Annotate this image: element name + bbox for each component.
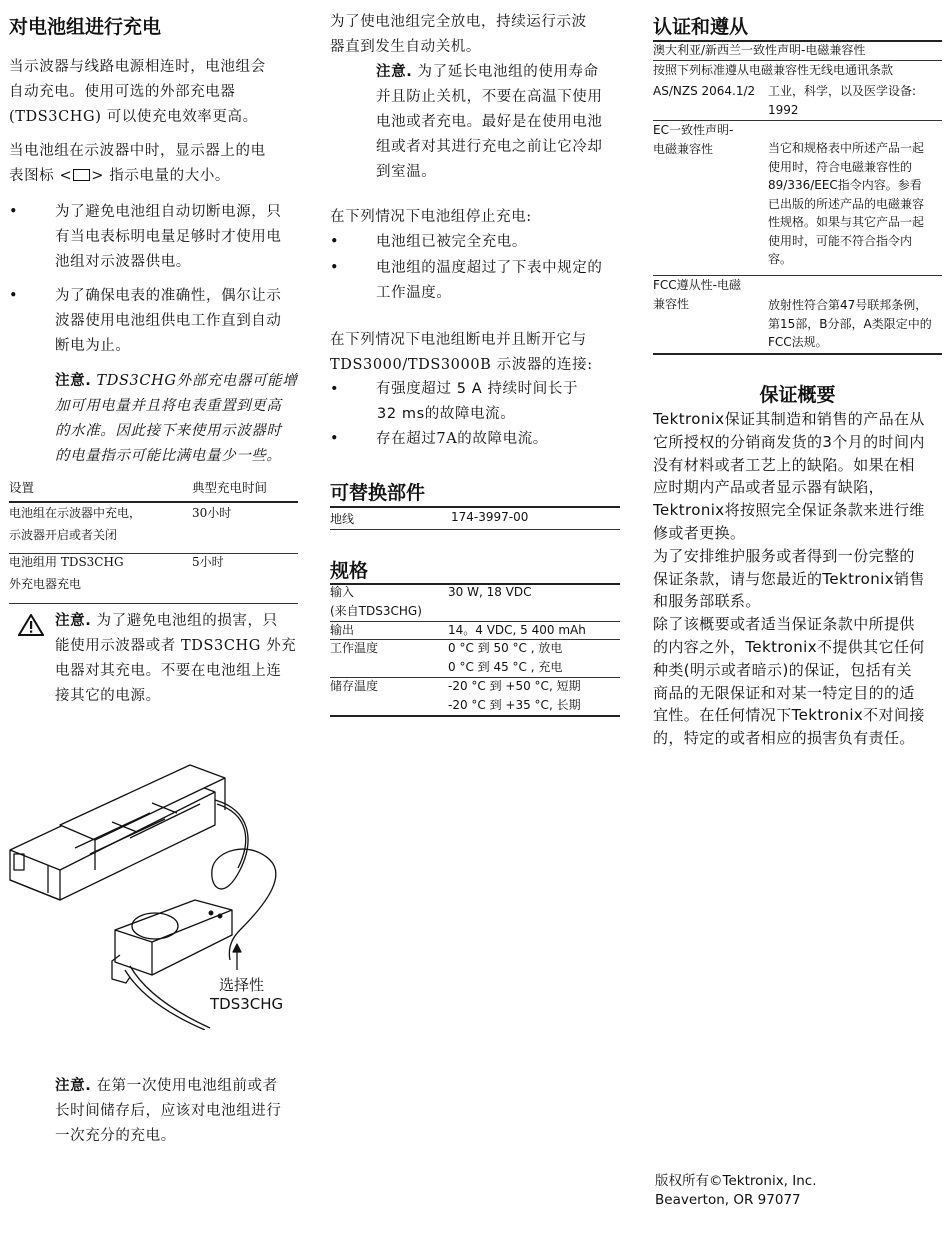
warning-note [55, 609, 305, 709]
text-line: 电池组在示波器中充电， [9, 506, 142, 520]
text-line: 电池组已被完全充电。 [376, 234, 527, 250]
text-line [55, 609, 305, 634]
text-line: 电池组用 TDS3CHG [9, 555, 124, 569]
copyright-block [655, 1172, 817, 1210]
table-cell: 5小时 [192, 555, 224, 569]
text-line: 和服务部联系。 [653, 592, 761, 611]
text-line: 除了该概要或者适当保证条款中所提供 [653, 615, 915, 634]
text-line: 电磁兼容性 [653, 141, 714, 156]
bullet-marker: • [9, 288, 19, 304]
caption-line: 选择性 [219, 976, 265, 994]
text-line: 第15部，B分部，A类限定中的 [768, 316, 932, 331]
table-rule [653, 353, 942, 355]
text-line: 当它和规格表中所述产品一起 [768, 141, 925, 155]
table-cell: 30小时 [192, 506, 232, 520]
text-line: 89/336/EEC指令内容。参看 [768, 178, 922, 192]
text-line: FCC法规。 [768, 335, 828, 349]
text-line: 0 °C 到 50 °C , 放电 [448, 641, 563, 655]
text-line: 的电量指示可能比满电量少一些。 [55, 448, 282, 464]
table-header: 典型充电时间 [192, 480, 268, 495]
text-line: 兼容性 [653, 296, 690, 311]
text-line: 自动充电。使用可选的外部充电器 [9, 84, 236, 100]
copyright-line: 版权所有©Tektronix, Inc. [655, 1173, 817, 1189]
note-temperature [376, 60, 622, 185]
text-line [55, 1074, 305, 1099]
part-number: 174-3997-00 [451, 510, 529, 524]
charging-heading: 对电池组进行充电 [9, 16, 162, 38]
text-line: 种类(明示或者暗示)的保证，包括有关 [653, 660, 912, 679]
table-rule [330, 506, 620, 508]
text-line: 修或者更换。 [653, 523, 746, 542]
table-rule [330, 529, 620, 530]
text-line: 的，特定的或者相应的损害负有责任。 [653, 729, 915, 748]
text-line: EC一致性声明- [653, 123, 734, 137]
spec-value: 30 W, 18 VDC [448, 585, 532, 599]
text-line: (TDS3CHG) 可以使充电效率更高。 [9, 109, 258, 125]
bullet-marker: • [330, 234, 340, 250]
text-line: 它所授权的分销商发货的3个月的时间内 [653, 432, 925, 451]
text-line: 为了避免电池组自动切断电源，只 [55, 204, 282, 220]
discharge-paragraph [330, 10, 622, 60]
text-line: 断电为止。 [55, 338, 131, 354]
warranty-text [653, 408, 945, 750]
spec-value [448, 677, 581, 714]
standard-description [768, 82, 944, 119]
text-line: 当电池组在示波器中时，显示器上的电 [9, 143, 266, 159]
text-line: 电池或者充电。最好是在使用电池 [376, 114, 603, 130]
text-fragment: 在第一次使用电池组前或者 [91, 1078, 278, 1094]
text-line: 放射性符合第47号联邦条例， [768, 298, 928, 312]
spec-label: 输出 [330, 623, 355, 637]
table-cell [9, 551, 189, 595]
note-tds3chg [55, 369, 305, 469]
text-line: FCC遵从性-电磁 [653, 278, 741, 292]
text-line: 有当电表标明电量足够时才使用电 [55, 229, 282, 245]
text-line: 在下列情况下电池组断电并且断开它与 [330, 332, 587, 348]
ec-label [653, 121, 733, 158]
fcc-text [768, 296, 946, 352]
text-line: 池组对示波器供电。 [55, 254, 191, 270]
figure-caption [210, 976, 283, 1014]
replaceable-parts-heading: 可替换部件 [330, 482, 426, 504]
specifications-heading: 规格 [330, 560, 369, 582]
caption-line: TDS3CHG [210, 995, 284, 1013]
cert-title: 澳大利亚/新西兰一致性声明-电磁兼容性 [653, 43, 866, 57]
text-line: 商品的无限保证和对某一特定目的的适 [653, 683, 915, 702]
text-line: 并且防止关机，不要在高温下使用 [376, 89, 603, 105]
cert-subtitle: 按照下列标准遵从电磁兼容性无线电通讯条款 [653, 63, 894, 77]
text-line: -20 °C 到 +35 °C, 长期 [448, 697, 581, 712]
text-line: 0 °C 到 45 °C , 充电 [448, 659, 563, 674]
bullet-list [9, 200, 304, 370]
spec-value [448, 639, 562, 676]
text-line: 的水准。因此接下来使用示波器时 [55, 423, 282, 439]
table-cell [9, 502, 189, 546]
text-line: TDS3000/TDS3000B 示波器的连接: [330, 357, 593, 373]
battery-icon [73, 169, 90, 181]
text-line: 容。 [768, 252, 793, 266]
bullet-marker: • [330, 381, 340, 397]
text-line: 波器使用电池组供电工作直到自动 [55, 313, 282, 329]
disconnect-intro [330, 328, 622, 378]
text-line: 的内容之外，Tektronix不提供其它任何 [653, 637, 925, 656]
text-line: 工业，科学，以及医学设备: [768, 84, 917, 98]
text-line: 1992 [768, 102, 799, 117]
ec-text [768, 139, 946, 269]
warranty-heading: 保证概要 [759, 384, 836, 406]
text-line: Tektronix将按照完全保证条款来进行维 [653, 501, 925, 520]
text-line: 性规格。如果与其它产品一起 [768, 215, 925, 229]
text-fragment: 为了延长电池组的使用寿命 [412, 64, 599, 80]
text-line: 长时间储存后，应该对电池组进行 [55, 1103, 282, 1119]
list-item [330, 377, 622, 427]
text-line: 宜性。在任何情况下Tektronix不对间接 [653, 706, 925, 725]
text-line: (来自TDS3CHG) [330, 603, 422, 618]
text-line [55, 369, 305, 394]
text-line: 使用时，符合电磁兼容性的 [768, 159, 913, 174]
text-fragment: 为了避免电池组的损害，只 [91, 613, 278, 629]
text-line: -20 °C 到 +50 °C, 短期 [448, 679, 581, 693]
table-header: 设置 [9, 480, 35, 495]
text-fragment: TDS3CHG外部充电器可能增 [91, 373, 298, 389]
text-line: 接其它的电源。 [55, 688, 161, 704]
text-line: 保证条款，请与您最近的Tektronix销售 [653, 569, 925, 588]
text-line: 电池组的温度超过了下表中规定的 [376, 260, 603, 276]
table-rule [330, 715, 620, 717]
fcc-label [653, 276, 741, 313]
list-item [330, 256, 622, 306]
text-line: 加可用电量并且将电表重置到更高 [55, 398, 282, 414]
list-item [9, 284, 304, 359]
text-line: 电器对其充电。不要在电池组上连 [55, 663, 282, 679]
list-item [330, 230, 622, 255]
certification-heading: 认证和遵从 [653, 16, 749, 38]
charging-intro [9, 55, 304, 130]
text-line: 组或者对其进行充电之前让它冷却 [376, 139, 603, 155]
bullet-marker: • [9, 204, 19, 220]
list-item [330, 427, 622, 452]
text-line: 有强度超过 5 A 持续时间长于 [376, 381, 579, 397]
bullet-list [330, 377, 622, 457]
text-line [9, 164, 304, 189]
battery-meter-paragraph [9, 139, 304, 189]
bullet-list [330, 230, 622, 310]
text-line: 器直到发生自动关机。 [330, 39, 481, 55]
text-line: 工作温度。 [376, 285, 452, 301]
text-line: 外充电器充电 [9, 577, 82, 591]
text-line: 32 ms的故障电流。 [377, 406, 516, 422]
address-line: Beaverton, OR 97077 [655, 1192, 801, 1208]
text-line: 能使用示波器或者 TDS3CHG 外充 [55, 638, 297, 654]
charge-time-table [9, 476, 298, 594]
text-line: 输入 [330, 585, 355, 599]
spec-label: 工作温度 [330, 641, 379, 655]
text-line: 示波器开启或者关闭 [9, 528, 118, 542]
stop-charging-intro: 在下列情况下电池组停止充电: [330, 209, 532, 225]
note-label: 注意. [376, 64, 413, 80]
standard-name: AS/NZS 2064.1/2 [653, 84, 756, 98]
table-rule [9, 603, 298, 604]
warning-triangle-icon [18, 614, 44, 636]
text-line: 为了使电池组完全放电，持续运行示波 [330, 14, 587, 30]
text-fragment: 表图标 < [9, 168, 73, 184]
note-label: 注意. [55, 1078, 92, 1094]
list-item [9, 200, 304, 275]
note-first-use [55, 1074, 305, 1149]
text-line: Tektronix保证其制造和销售的产品在从 [653, 410, 925, 428]
text-line: 使用时，可能不符合指令内 [768, 233, 913, 248]
spec-value: 14。4 VDC, 5 400 mAh [448, 623, 586, 637]
text-line: 已出版的所述产品的电磁兼容 [768, 196, 925, 211]
note-label: 注意. [55, 613, 92, 629]
text-fragment: > 指示电量的大小。 [91, 168, 231, 184]
spec-label [330, 583, 422, 620]
text-line: 存在超过7A的故障电流。 [376, 431, 548, 447]
text-line: 当示波器与线路电源相连时，电池组会 [9, 59, 266, 75]
text-line: 一次充分的充电。 [55, 1128, 176, 1144]
bullet-marker: • [330, 260, 340, 276]
part-name: 地线 [330, 512, 355, 526]
text-line: 应时期内产品或者显示器有缺陷， [653, 478, 885, 497]
text-line: 没有材料或者工艺上的缺陷。如果在相 [653, 455, 915, 474]
text-line: 为了安排维护服务或者得到一份完整的 [653, 546, 915, 565]
bullet-marker: • [330, 431, 340, 447]
spec-label: 储存温度 [330, 679, 379, 693]
text-line: 为了确保电表的准确性，偶尔让示 [55, 288, 282, 304]
text-line [376, 60, 622, 85]
note-label: 注意. [55, 373, 92, 389]
text-line: 到室温。 [376, 164, 437, 180]
